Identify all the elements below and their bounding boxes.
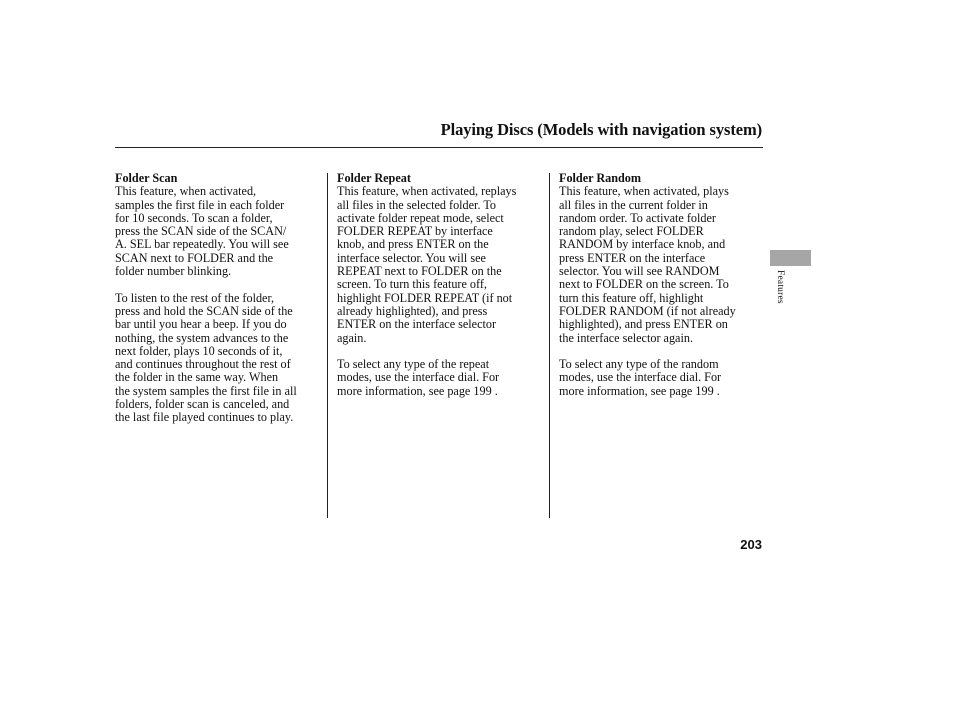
title-divider: [115, 147, 763, 148]
folder-random-paragraph-1: This feature, when activated, plays all files in the current folder in random order. To activate folder random play, select FOLDER RANDOM by interface knob, and press ENTER on the interface selector. You will see RANDOM next to FOLDER on the screen. To turn this feature off, highlight FOLDER RANDOM (if not already highlighted), and press ENTER on the interface selector again.: [559, 184, 736, 345]
folder-random-heading: Folder Random: [559, 171, 642, 185]
column-divider-2: [549, 173, 550, 518]
page-title: Playing Discs (Models with navigation system): [440, 120, 762, 139]
folder-scan-paragraph-2: To listen to the rest of the folder, press and hold the SCAN side of the bar until you hear a beep. If you do nothing, the system advances to the next folder, plays 10 seconds of it, and continues throughout the rest of the folder in the same way. When the system samples the first file in all folders, folder scan is canceled, and the last file played continues to play.: [115, 290, 297, 425]
folder-repeat-paragraph-2: To select any type of the repeat modes, use the interface dial. For more information, see page 199 .: [337, 357, 500, 398]
folder-repeat-heading: Folder Repeat: [337, 171, 411, 185]
section-tab: [770, 250, 811, 266]
column-divider-1: [327, 173, 328, 518]
folder-scan-paragraph-1: This feature, when activated, samples the first file in each folder for 10 seconds. To scan a folder, press the SCAN side of the SCAN/ A. SEL bar repeatedly. You will see SCAN next to FOLDER and the folder number blinking.: [115, 184, 289, 279]
page-number: 203: [740, 537, 762, 552]
column-folder-random: [559, 172, 765, 411]
folder-random-paragraph-2: To select any type of the random modes, use the interface dial. For more information, see page 199 .: [559, 357, 722, 398]
section-tab-label: Features: [775, 270, 785, 304]
column-folder-scan: [115, 172, 321, 438]
folder-repeat-paragraph-1: This feature, when activated, replays all files in the selected folder. To activate folder repeat mode, select FOLDER REPEAT by interface knob, and press ENTER on the interface selector. You will see REPEAT next to FOLDER on the screen. To turn this feature off, highlight FOLDER REPEAT (if not already highlighted), and press ENTER on the interface selector again.: [337, 184, 517, 345]
column-folder-repeat: [337, 172, 543, 411]
folder-scan-heading: Folder Scan: [115, 171, 178, 185]
